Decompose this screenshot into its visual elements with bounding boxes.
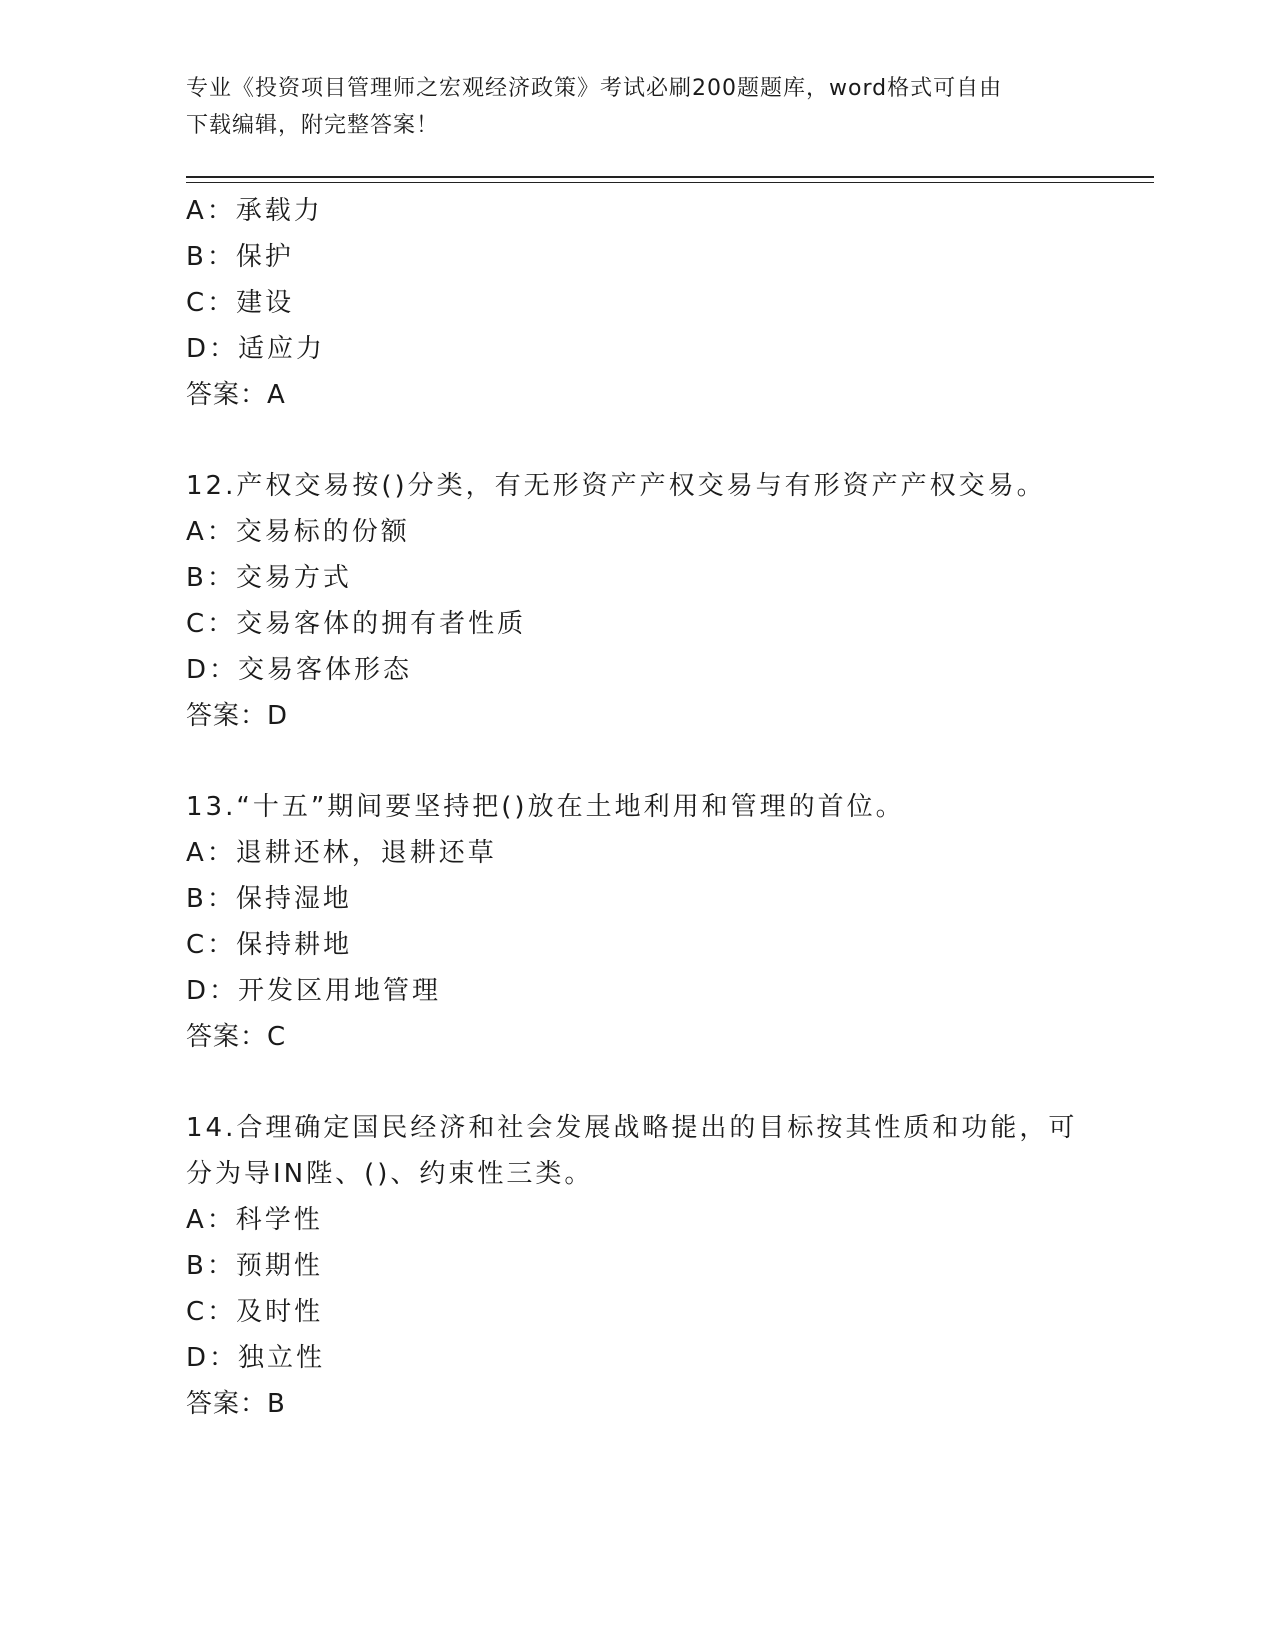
document-header	[186, 70, 1086, 144]
question-12	[186, 463, 1086, 739]
header-line-1: 专业《投资项目管理师之宏观经济政策》考试必刷200题题库，word格式可自由	[186, 76, 1003, 101]
option-b: B：保持湿地	[186, 884, 352, 914]
option-c: C：保持耕地	[186, 930, 353, 960]
header-line-2: 下载编辑，附完整答案！	[186, 113, 440, 138]
question-13	[186, 784, 1086, 1060]
answer-line: 答案：B	[186, 1389, 286, 1419]
answer-line: 答案：C	[186, 1022, 287, 1052]
option-d: D：适应力	[186, 334, 326, 364]
question-14	[186, 1105, 1086, 1427]
question-stem: 12.产权交易按()分类，有无形资产产权交易与有形资产产权交易。	[186, 471, 1046, 501]
option-b: B：保护	[186, 242, 294, 272]
option-a: A：退耕还林，退耕还草	[186, 838, 497, 868]
option-d: D：独立性	[186, 1343, 326, 1373]
option-c: C：建设	[186, 288, 295, 318]
answer-line: 答案：D	[186, 701, 289, 731]
question-stem-line-1: 14.合理确定国民经济和社会发展战略提出的目标按其性质和功能，可	[186, 1113, 1078, 1143]
question-list	[186, 188, 1086, 1427]
option-c: C：及时性	[186, 1297, 324, 1327]
option-a: A：承载力	[186, 196, 323, 226]
option-a: A：交易标的份额	[186, 517, 410, 547]
question-stem: 13.“十五”期间要坚持把()放在土地利用和管理的首位。	[186, 792, 905, 822]
option-c: C：交易客体的拥有者性质	[186, 609, 527, 639]
option-d: D：交易客体形态	[186, 655, 413, 685]
header-rule-thin	[186, 182, 1154, 183]
option-b: B：预期性	[186, 1251, 323, 1281]
question-stem-line-2: 分为导IN陛、()、约束性三类。	[186, 1159, 594, 1189]
header-rule-thick	[186, 176, 1154, 178]
option-a: A：科学性	[186, 1205, 323, 1235]
option-b: B：交易方式	[186, 563, 352, 593]
option-d: D：开发区用地管理	[186, 976, 442, 1006]
answer-line: 答案：A	[186, 380, 286, 410]
question-11	[186, 188, 1086, 418]
